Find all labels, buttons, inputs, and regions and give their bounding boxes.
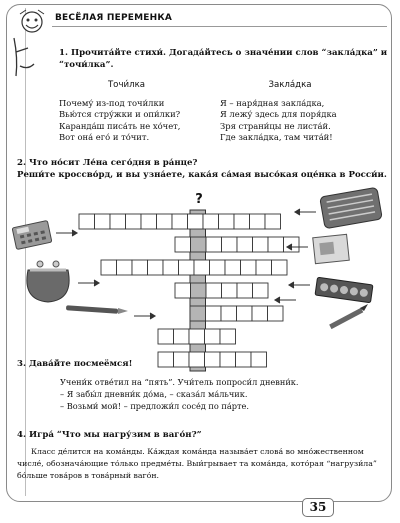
crossword-cell[interactable] <box>189 352 205 367</box>
crossword-cell[interactable] <box>174 352 190 367</box>
poem-line: Почему́ из-под точи́лки <box>59 97 165 108</box>
crossword-cell[interactable] <box>252 306 268 321</box>
crossword-cell[interactable] <box>250 214 266 229</box>
crossword-cell[interactable] <box>220 352 236 367</box>
task2-heading-line: Реши́те кроссво́рд, и вы узна́ете, кака́я са́мая высо́кая оце́нка в Росси́и. <box>17 170 387 180</box>
crossword-cell[interactable] <box>158 352 174 367</box>
crossword-cell[interactable] <box>110 214 126 229</box>
arrow-purse <box>78 280 99 286</box>
crossword-cell[interactable] <box>265 214 281 229</box>
arrow-pencil-case <box>295 209 316 215</box>
crossword-cell[interactable] <box>219 214 235 229</box>
crossword-cell[interactable] <box>189 329 205 344</box>
page-number: 35 <box>302 498 334 517</box>
rules-line: Класс де́лится на кома́нды. Ка́ждая кома́нда называ́ет слова́ во мно́жественном <box>31 447 364 456</box>
crossword-cell[interactable] <box>205 352 221 367</box>
task1-heading-line: “точи́лка”. <box>59 60 114 70</box>
crossword-cell[interactable] <box>206 237 222 252</box>
arrow-pen <box>134 313 155 319</box>
crossword-cell[interactable] <box>79 214 95 229</box>
crossword-cell[interactable] <box>222 283 238 298</box>
paint-box-icon <box>315 277 373 303</box>
arrow-pencil <box>275 297 296 303</box>
crossword-grid <box>79 210 299 371</box>
crossword-cell[interactable] <box>194 260 210 275</box>
crossword-cell[interactable] <box>206 283 222 298</box>
crossword-question-mark: ? <box>195 192 203 207</box>
crossword-cell[interactable] <box>253 283 269 298</box>
calculator-icon <box>12 220 52 249</box>
crossword-cell[interactable] <box>256 260 272 275</box>
crossword-cell[interactable] <box>132 260 148 275</box>
poem-line: Каранда́ш писа́ть не хо́чет, <box>59 120 181 131</box>
task4-heading: 4. Игра́ “Что мы нагру́зим в ваго́н?” <box>17 430 202 440</box>
pencil-icon <box>329 304 368 329</box>
crossword-cell[interactable] <box>237 237 253 252</box>
crossword-cell[interactable] <box>163 260 179 275</box>
joke-line: – Я забы́л дневни́к до́ма, – сказа́л ма́льчик. <box>60 389 248 399</box>
crossword-cell[interactable] <box>268 306 284 321</box>
crossword-cell[interactable] <box>206 306 222 321</box>
joke-line: – Возьми́ мой! – предложи́л сосе́д по па́рте. <box>60 401 249 411</box>
crossword-cell[interactable] <box>95 214 111 229</box>
crossword-cell[interactable] <box>191 283 207 298</box>
poem-line: Вот она́ его́ и то́чит. <box>59 132 150 142</box>
crossword-cell[interactable] <box>117 260 133 275</box>
poem-title: Закла́дка <box>268 80 312 90</box>
arrow-paint-box <box>289 282 310 288</box>
coin-purse-icon <box>27 261 69 302</box>
crossword-cell[interactable] <box>272 260 288 275</box>
crossword-cell[interactable] <box>191 237 207 252</box>
task4-rules <box>17 446 377 482</box>
crossword-cell[interactable] <box>234 214 250 229</box>
task3-joke <box>60 376 299 412</box>
crossword-cell[interactable] <box>237 306 253 321</box>
crossword-cell[interactable] <box>141 214 157 229</box>
crossword-cell[interactable] <box>251 352 267 367</box>
rules-line: числе́, обознача́ющие то́лько предме́ты. Выи́грывает та кома́нда, кото́рая “нагрузи́ла” <box>17 459 377 468</box>
crossword-cell[interactable] <box>220 329 236 344</box>
poem-line: Вью́тся стру́жки и опи́лки? <box>59 109 181 119</box>
crossword-cell[interactable] <box>101 260 117 275</box>
crossword-cell[interactable] <box>157 214 173 229</box>
arrow-calculator <box>56 230 77 236</box>
crossword-cell[interactable] <box>174 329 190 344</box>
fountain-pen-icon <box>66 305 128 314</box>
notebook-icon <box>313 234 350 263</box>
crossword-cell[interactable] <box>126 214 142 229</box>
poem-line: Я лежу́ здесь для поря́дка <box>220 109 337 119</box>
poem-line: Я – наря́дная закла́дка, <box>220 97 325 108</box>
crossword-cell[interactable] <box>225 260 241 275</box>
crossword-cell[interactable] <box>253 237 269 252</box>
page-title: ВЕСЁЛАЯ ПЕРЕМЕНКА <box>55 13 173 23</box>
crossword-cell[interactable] <box>205 329 221 344</box>
task3-heading: 3. Дава́йте посмеёмся! <box>17 359 133 369</box>
crossword-cell[interactable] <box>268 237 284 252</box>
rules-line: бо́льше това́ров в това́рный ваго́н. <box>17 471 160 480</box>
task2-heading-line: 2. Что но́сит Ле́на сего́дня в ра́нце? <box>17 158 198 168</box>
crossword-cell[interactable] <box>221 306 237 321</box>
poem-line: Где закла́дка, там чита́й! <box>220 132 333 142</box>
crossword-cell[interactable] <box>237 283 253 298</box>
pencil-case-icon <box>320 187 383 229</box>
crossword-cell[interactable] <box>203 214 219 229</box>
crossword-cell[interactable] <box>158 329 174 344</box>
crossword-cell[interactable] <box>190 306 206 321</box>
crossword-cell[interactable] <box>236 352 252 367</box>
crossword-cell[interactable] <box>172 214 188 229</box>
crossword-cell[interactable] <box>222 237 238 252</box>
crossword-cell[interactable] <box>179 260 195 275</box>
crossword-cell[interactable] <box>175 237 191 252</box>
task1-heading-line: 1. Прочита́йте стихи́. Догада́йтесь о значе́нии слов “закла́дка” и <box>59 48 388 58</box>
poem-title: Точи́лка <box>107 80 146 90</box>
crossword-cell[interactable] <box>241 260 257 275</box>
poem-line: Зря страни́цы не листа́й. <box>220 120 331 131</box>
crossword-cell[interactable] <box>210 260 226 275</box>
crossword-cell[interactable] <box>148 260 164 275</box>
crossword-cell[interactable] <box>188 214 204 229</box>
crossword-cell[interactable] <box>175 283 191 298</box>
joke-line: Учени́к отве́тил на “пять”. Учи́тель попроси́л дневни́к. <box>60 377 299 387</box>
